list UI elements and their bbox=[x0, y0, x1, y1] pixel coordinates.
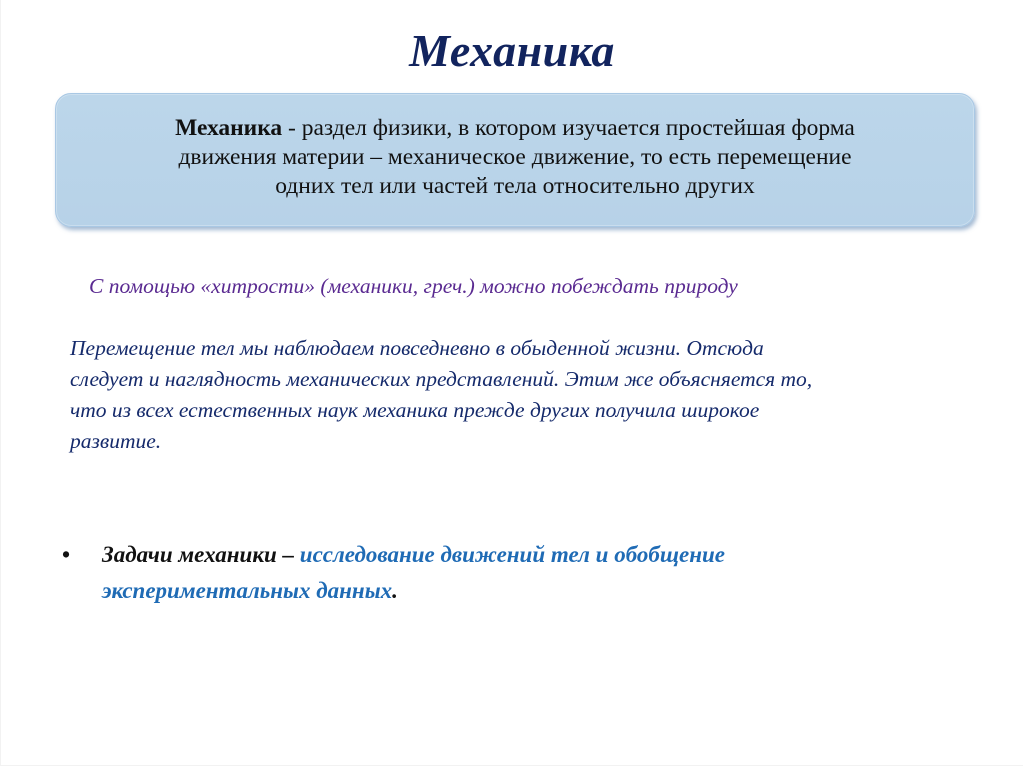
paragraph-line-3: что из всех естественных наук механика прежде других получила широкое bbox=[70, 398, 760, 422]
definition-line-1-rest: - раздел физики, в котором изучается простейшая форма bbox=[282, 115, 855, 141]
definition-line-3: одних тел или частей тела относительно других bbox=[275, 173, 755, 199]
bullet-desc-line-2: экспериментальных данных bbox=[102, 578, 393, 603]
bullet-period: . bbox=[392, 578, 398, 603]
definition-line-1 bbox=[56, 114, 974, 143]
quote-text: С помощью «хитрости» (механики, греч.) можно побеждать природу bbox=[89, 274, 738, 298]
bullet-line-1 bbox=[102, 537, 962, 573]
bullet-body bbox=[102, 537, 962, 609]
paragraph-line-2: следует и наглядность механических представлений. Этим же объясняется то, bbox=[70, 367, 813, 391]
definition-line-2: движения материи – механическое движение, то есть перемещение bbox=[178, 144, 852, 170]
definition-term: Механика bbox=[175, 115, 283, 141]
bullet-dash: – bbox=[276, 542, 300, 567]
paragraph bbox=[70, 333, 970, 457]
paragraph-line-1: Перемещение тел мы наблюдаем повседневно в обыденной жизни. Отсюда bbox=[70, 336, 764, 360]
paragraph-line-4: развитие. bbox=[70, 429, 162, 453]
bullet-desc-line-1: исследование движений тел и обобщение bbox=[299, 542, 725, 567]
bullet-line-2 bbox=[102, 573, 962, 609]
definition-text bbox=[56, 114, 974, 201]
definition-box bbox=[55, 93, 975, 227]
slide-title: Механика bbox=[409, 25, 615, 76]
bullet-term: Задачи механики bbox=[102, 542, 277, 567]
bullet-marker-icon: • bbox=[62, 542, 71, 567]
